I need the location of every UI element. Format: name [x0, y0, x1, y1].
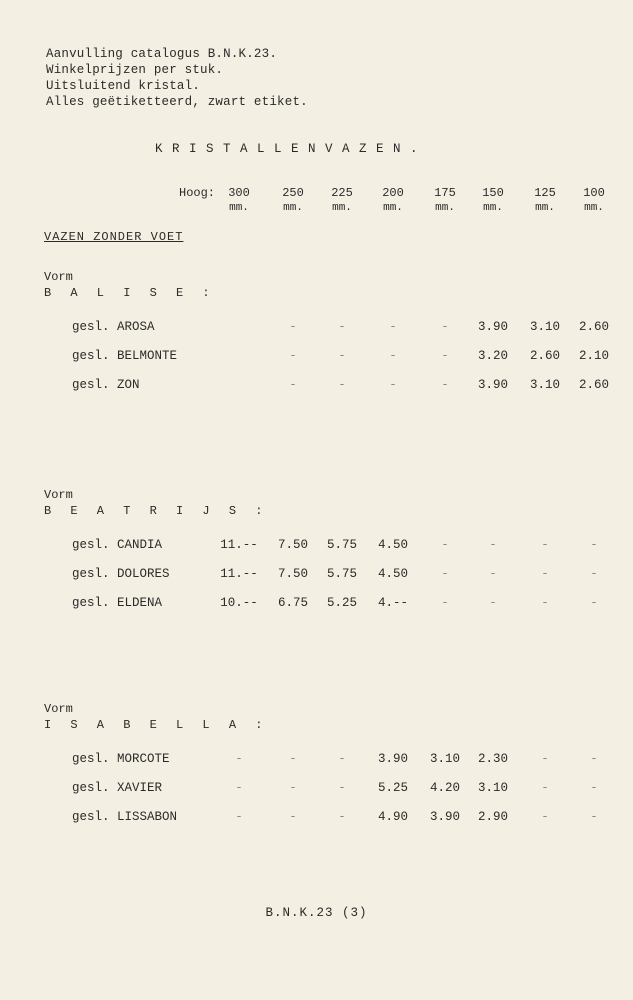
vorm-label: Vorm — [44, 488, 73, 502]
header-line: Uitsluitend kristal. — [46, 79, 201, 93]
price-cell: - — [441, 320, 449, 334]
price-cell: - — [489, 538, 497, 552]
column-unit: mm. — [435, 202, 455, 214]
price-cell: 3.90 — [477, 320, 508, 334]
column-height-value: 200 — [382, 186, 404, 200]
price-cell: - — [289, 349, 297, 363]
price-cell: - — [289, 781, 297, 795]
price-cell: - — [590, 752, 598, 766]
column-unit: mm. — [283, 202, 303, 214]
price-cell: - — [338, 378, 346, 392]
table-row-label: gesl. ELDENA — [72, 596, 163, 610]
header-line: Alles geëtiketteerd, zwart etiket. — [46, 95, 308, 109]
price-cell: - — [441, 378, 449, 392]
price-cell: 5.25 — [326, 596, 357, 610]
price-cell: - — [441, 538, 449, 552]
price-cell: - — [541, 538, 549, 552]
price-cell: - — [289, 810, 297, 824]
price-cell: - — [590, 596, 598, 610]
price-cell: - — [235, 752, 243, 766]
column-height-value: 150 — [482, 186, 504, 200]
price-cell: - — [338, 781, 346, 795]
price-cell: - — [541, 567, 549, 581]
price-cell: 3.90 — [477, 378, 508, 392]
price-cell: - — [389, 349, 397, 363]
table-row-label: gesl. LISSABON — [72, 810, 178, 824]
price-cell: - — [489, 567, 497, 581]
section-title: VAZEN ZONDER VOET — [44, 230, 184, 244]
table-row-label: gesl. BELMONTE — [72, 349, 178, 363]
price-cell: - — [289, 752, 297, 766]
price-cell: 3.10 — [477, 781, 508, 795]
price-cell: 10.-- — [220, 596, 258, 610]
table-row-label: gesl. AROSA — [72, 320, 155, 334]
price-cell: - — [590, 810, 598, 824]
price-cell: 4.20 — [429, 781, 460, 795]
column-height-value: 100 — [583, 186, 605, 200]
column-height-value: 300 — [228, 186, 250, 200]
price-cell: 2.60 — [578, 378, 609, 392]
price-cell: - — [289, 378, 297, 392]
price-cell: 3.90 — [429, 810, 460, 824]
vorm-label: Vorm — [44, 270, 73, 284]
header-line: Winkelprijzen per stuk. — [46, 63, 224, 77]
column-height-value: 175 — [434, 186, 456, 200]
page-footer: B.N.K.23 (3) — [265, 906, 368, 920]
price-cell: 3.90 — [377, 752, 408, 766]
column-unit: mm. — [229, 202, 249, 214]
table-row-label: gesl. MORCOTE — [72, 752, 170, 766]
column-header — [564, 186, 624, 216]
price-cell: - — [338, 320, 346, 334]
height-label: Hoog: — [179, 186, 216, 200]
column-header — [363, 186, 423, 216]
table-row-label: gesl. XAVIER — [72, 781, 163, 795]
column-height-value: 225 — [331, 186, 353, 200]
column-unit: mm. — [332, 202, 352, 214]
price-cell: - — [541, 596, 549, 610]
price-cell: - — [441, 349, 449, 363]
price-cell: 3.10 — [429, 752, 460, 766]
column-height-value: 125 — [534, 186, 556, 200]
price-cell: - — [541, 781, 549, 795]
column-unit: mm. — [535, 202, 555, 214]
price-cell: - — [441, 567, 449, 581]
price-cell: 4.-- — [377, 596, 408, 610]
column-unit: mm. — [483, 202, 503, 214]
price-cell: 7.50 — [277, 538, 308, 552]
table-row-label: gesl. DOLORES — [72, 567, 170, 581]
price-cell: 4.50 — [377, 538, 408, 552]
column-unit: mm. — [383, 202, 403, 214]
price-cell: - — [235, 810, 243, 824]
price-cell: - — [389, 320, 397, 334]
price-cell: 2.10 — [578, 349, 609, 363]
table-row-label: gesl. ZON — [72, 378, 140, 392]
price-cell: 5.75 — [326, 567, 357, 581]
vorm-name: I S A B E L L A : — [44, 718, 269, 732]
price-cell: 4.50 — [377, 567, 408, 581]
price-cell: - — [541, 810, 549, 824]
price-cell: - — [338, 752, 346, 766]
table-row-label: gesl. CANDIA — [72, 538, 163, 552]
price-cell: - — [590, 567, 598, 581]
price-cell: 2.90 — [477, 810, 508, 824]
price-cell: 2.30 — [477, 752, 508, 766]
price-cell: 3.20 — [477, 349, 508, 363]
vorm-name: B E A T R I J S : — [44, 504, 269, 518]
vorm-name: B A L I S E : — [44, 286, 216, 300]
vorm-label: Vorm — [44, 702, 73, 716]
column-unit: mm. — [584, 202, 604, 214]
price-cell: - — [289, 320, 297, 334]
page-title: K R I S T A L L E N V A Z E N . — [155, 142, 419, 156]
price-cell: 11.-- — [220, 567, 258, 581]
price-cell: 7.50 — [277, 567, 308, 581]
header-line: Aanvulling catalogus B.N.K.23. — [46, 47, 278, 61]
price-cell: - — [489, 596, 497, 610]
price-cell: - — [235, 781, 243, 795]
price-cell: - — [389, 378, 397, 392]
price-cell: 6.75 — [277, 596, 308, 610]
price-cell: - — [338, 810, 346, 824]
price-cell: 3.10 — [529, 320, 560, 334]
price-cell: 4.90 — [377, 810, 408, 824]
column-height-value: 250 — [282, 186, 304, 200]
price-cell: 2.60 — [578, 320, 609, 334]
price-cell: 5.75 — [326, 538, 357, 552]
price-cell: 3.10 — [529, 378, 560, 392]
price-cell: 2.60 — [529, 349, 560, 363]
price-cell: - — [590, 538, 598, 552]
price-cell: - — [441, 596, 449, 610]
column-header — [209, 186, 269, 216]
price-cell: 5.25 — [377, 781, 408, 795]
price-cell: 11.-- — [220, 538, 258, 552]
price-cell: - — [338, 349, 346, 363]
column-header — [463, 186, 523, 216]
price-cell: - — [590, 781, 598, 795]
price-cell: - — [541, 752, 549, 766]
